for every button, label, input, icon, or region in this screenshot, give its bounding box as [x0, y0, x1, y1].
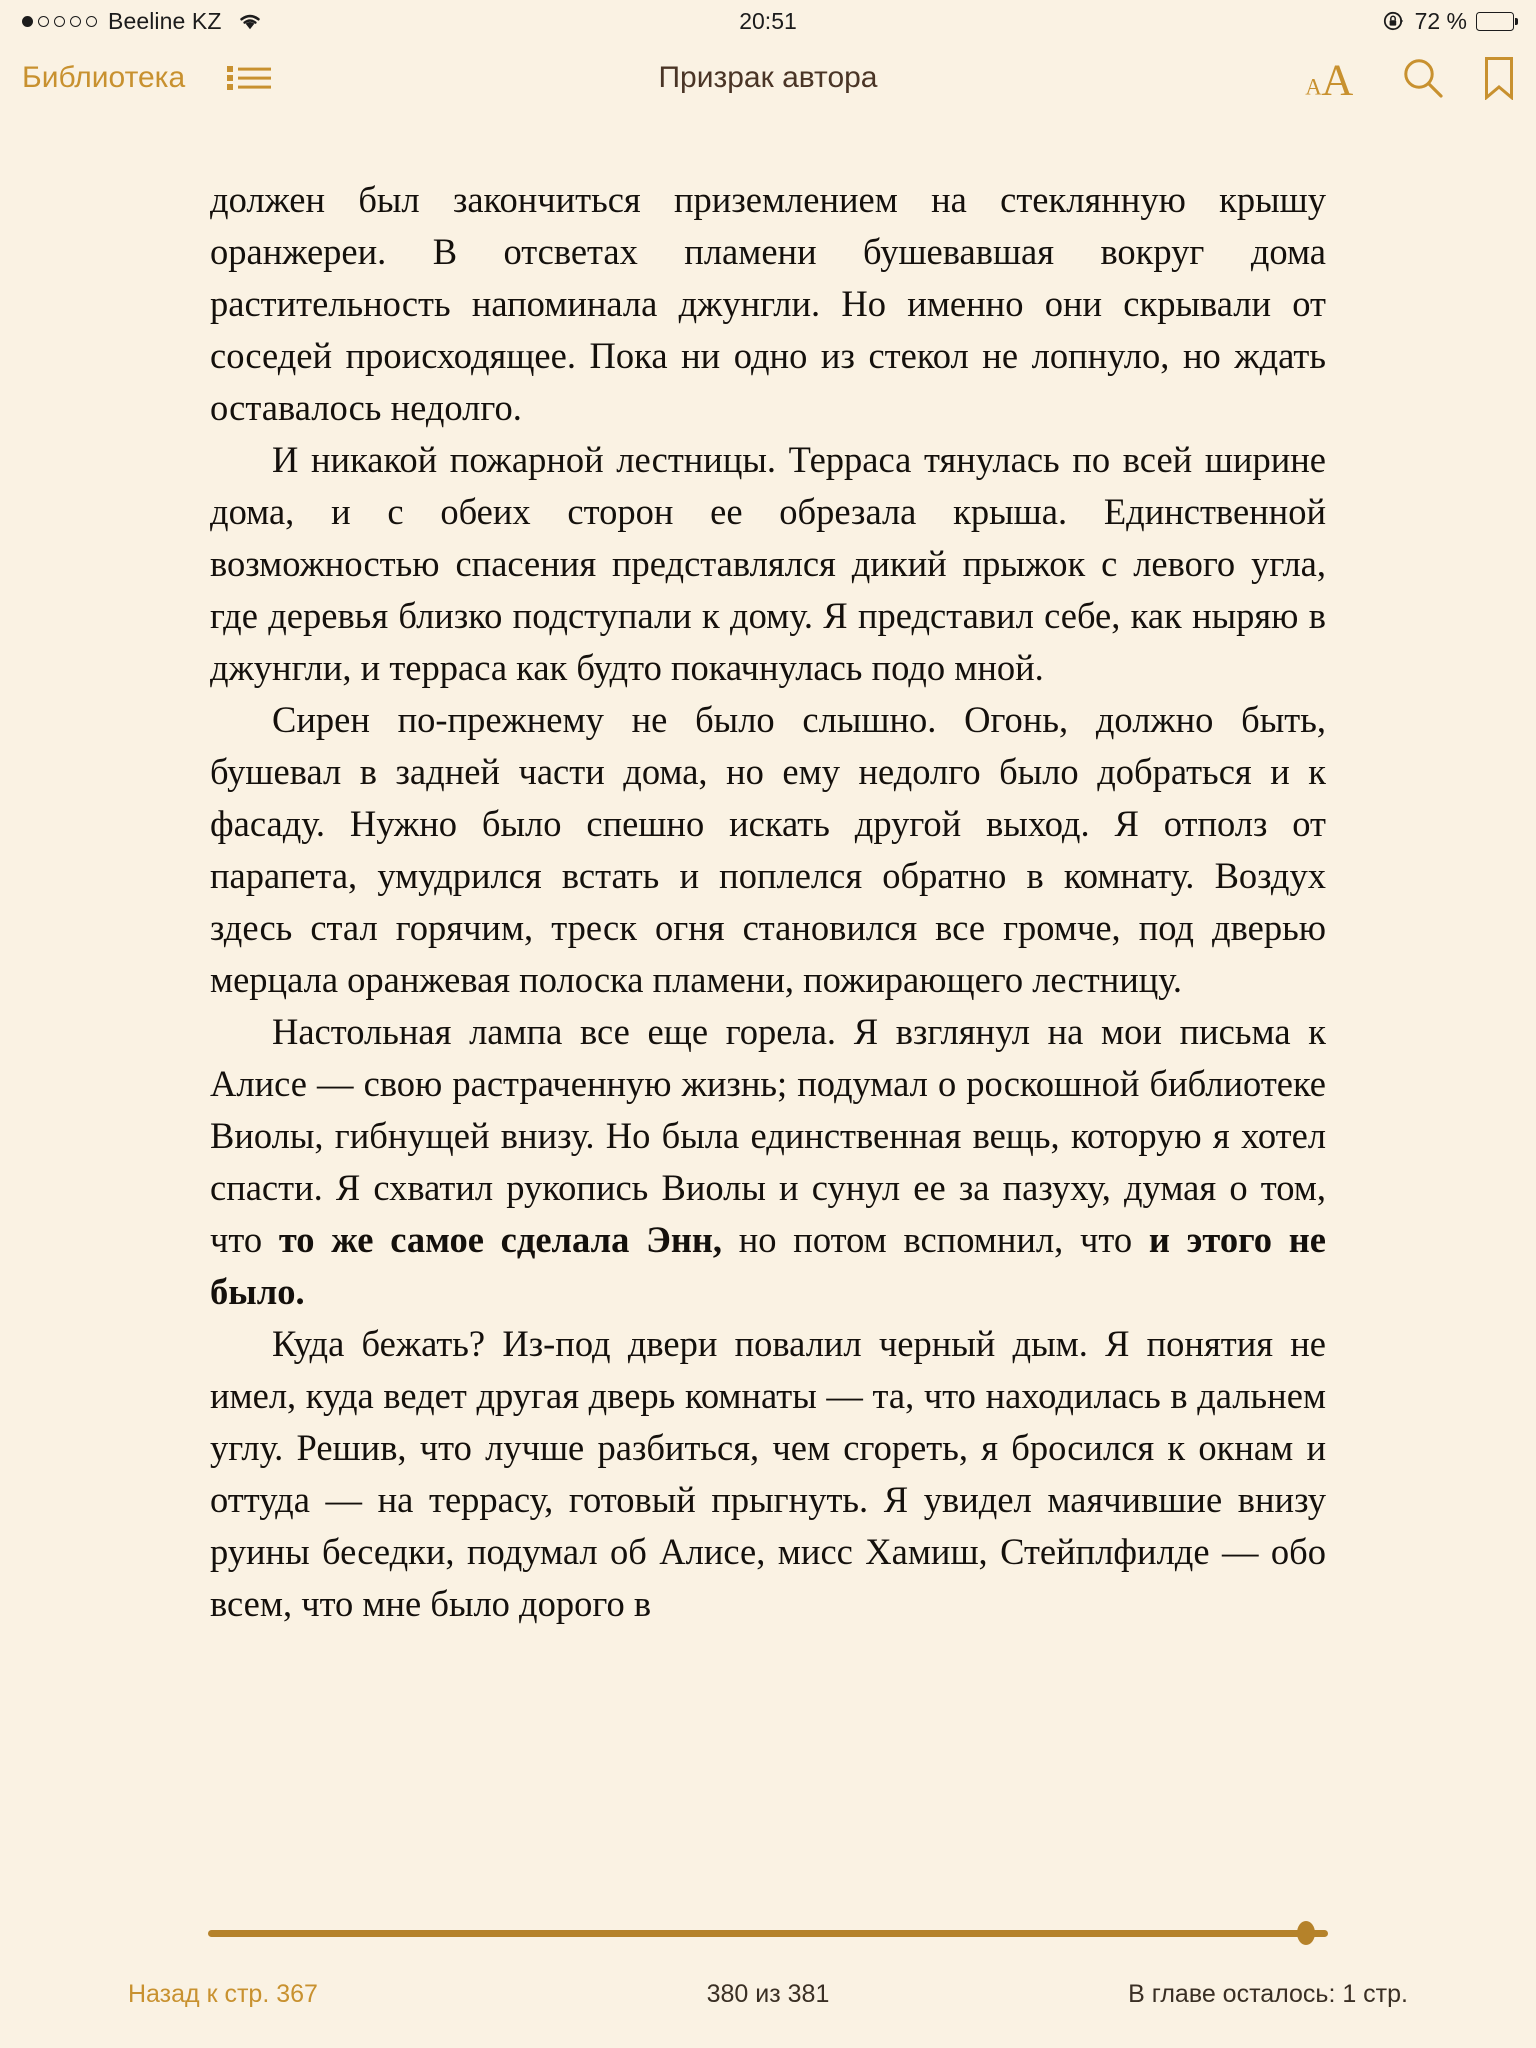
signal-dot-4 [70, 16, 81, 27]
signal-dot-3 [54, 16, 65, 27]
bold-text-run: и этого не было. [210, 1219, 1326, 1312]
paragraph [210, 1318, 1326, 1630]
navigation-bar-left [22, 61, 271, 95]
font-size-aA-icon[interactable] [1304, 56, 1362, 100]
battery-icon [1476, 12, 1514, 31]
page-slider-thumb[interactable] [1297, 1921, 1315, 1945]
back-to-page-link[interactable]: Назад к стр. 367 [128, 1979, 318, 2008]
battery-percent-label: 72 % [1414, 7, 1467, 34]
chapter-remaining-label: В главе осталось: 1 стр. [1128, 1979, 1408, 2008]
text-run: Настольная лампа все еще горела. Я взглянул на мои письма к Алисе — свою растраченную жизнь; подумал о роскошной библиотеке Виолы, гибнущей внизу. Но была единственная вещь, которую я хотел спасти. Я схватил рукопись Виолы и сунул ее за пазуху, думая о том, что [210, 1011, 1326, 1260]
carrier-label: Beeline KZ [108, 7, 222, 34]
wifi-icon [237, 11, 263, 31]
bookmark-icon[interactable] [1484, 56, 1514, 100]
svg-text:A: A [1321, 56, 1354, 100]
bottom-bar [0, 1904, 1536, 2048]
status-bar [0, 0, 1536, 42]
paragraph [210, 174, 1326, 434]
signal-dot-5 [86, 16, 97, 27]
signal-strength-dots [22, 16, 97, 27]
table-of-contents-icon[interactable] [227, 63, 271, 93]
page-counter: 380 из 381 [706, 1979, 830, 2008]
signal-dot-1 [22, 16, 33, 27]
book-title: Призрак автора [658, 61, 878, 94]
navigation-bar [0, 42, 1536, 114]
paragraph [210, 694, 1326, 1006]
text-run: должен был закончиться приземлением на стеклянную крышу оранжереи. В отсветах пламени бушевавшая вокруг дома растительность напоминала джунгли. Но именно они скрывали от соседей происходящее. Пока ни одно из стекол не лопнуло, но ждать оставалось недолго. [210, 179, 1326, 428]
search-icon[interactable] [1402, 57, 1444, 99]
status-bar-left [22, 8, 263, 35]
page-progress-slider[interactable] [208, 1930, 1328, 1937]
page-footer [22, 1962, 1514, 2048]
svg-text:A: A [1305, 74, 1322, 100]
clock: 20:51 [739, 7, 797, 34]
library-button[interactable]: Библиотека [22, 61, 186, 94]
page-slider-container [22, 1904, 1514, 1962]
text-run: Куда бежать? Из-под двери повалил черный дым. Я понятия не имел, куда ведет другая дверь комнаты — та, что находилась в дальнем углу. Решив, что лучше разбиться, чем сгореть, я бросился к окнам и оттуда — на террасу, готовый прыгнуть. Я увидел маячившие внизу руины беседки, подумал об Алисе, мисс Хамиш, Стейплфилде — обо всем, что мне было дорого в [210, 1323, 1326, 1624]
book-page-content[interactable] [0, 114, 1536, 1904]
status-bar-right [1382, 8, 1514, 35]
text-run: Сирен по-прежнему не было слышно. Огонь, должно быть, бушевал в задней части дома, но ему недолго было добраться и к фасаду. Нужно было спешно искать другой выход. Я отполз от парапета, умудрился встать и поплелся обратно в комнату. Воздух здесь стал горячим, треск огня становился все громче, под дверью мерцала оранжевая полоска пламени, пожирающего лестницу. [210, 699, 1326, 1000]
navigation-bar-right [1304, 56, 1514, 100]
bold-text-run: то же самое сделала Энн, [278, 1219, 723, 1260]
text-run: но потом вспомнил, что [722, 1219, 1149, 1260]
paragraph [210, 434, 1326, 694]
signal-dot-2 [38, 16, 49, 27]
paragraph [210, 1006, 1326, 1318]
text-run: И никакой пожарной лестницы. Терраса тянулась по всей ширине дома, и с обеих сторон ее обрезала крыша. Единственной возможностью спасения представлялся дикий прыжок с левого угла, где деревья близко подступали к дому. Я представил себе, как ныряю в джунгли, и терраса как будто покачнулась подо мной. [210, 439, 1326, 688]
rotation-lock-icon [1382, 9, 1406, 33]
